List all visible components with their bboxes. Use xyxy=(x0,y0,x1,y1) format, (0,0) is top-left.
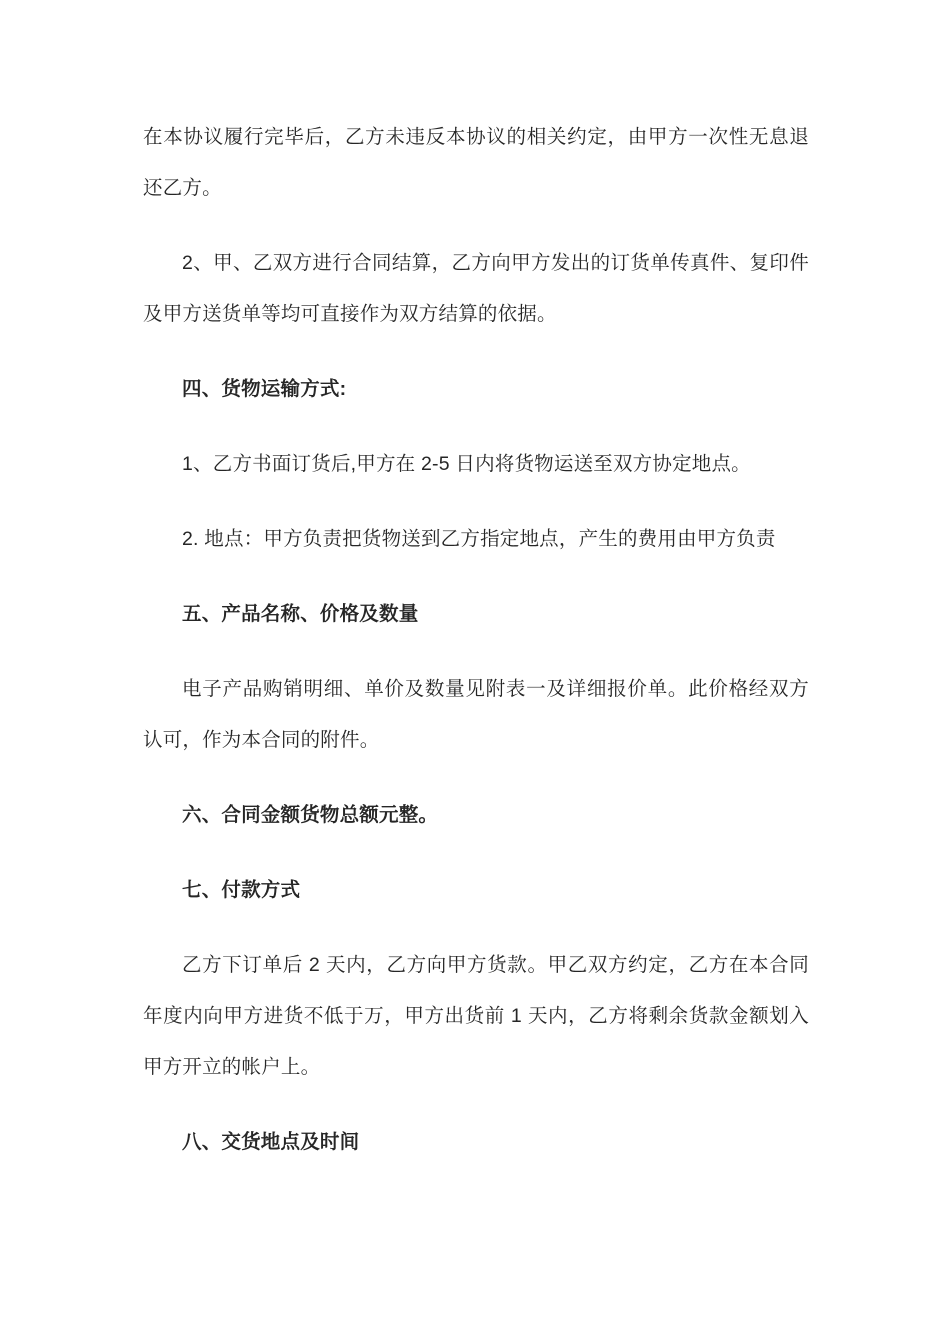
paragraph-transport-item-2: 2. 地点：甲方负责把货物送到乙方指定地点，产生的费用由甲方负责 xyxy=(182,528,776,550)
paragraph-payment-detail: 乙方下订单后 2 天内，乙方向甲方货款。甲乙双方约定，乙方在本合同年度内向甲方进货不低于万，甲方出货前 1 天内，乙方将剩余货款金额划入甲方开立的帐户上。 xyxy=(143,954,809,1078)
paragraph-settlement-basis: 2、甲、乙双方进行合同结算，乙方向甲方发出的订货单传真件、复印件及甲方送货单等均可直接作为双方结算的依据。 xyxy=(143,252,809,325)
section-heading-transport-method: 四、货物运输方式: xyxy=(182,378,347,400)
paragraph-transport-item-1: 1、乙方书面订货后,甲方在 2-5 日内将货物运送至双方协定地点。 xyxy=(182,453,751,475)
paragraph-deposit-refund: 在本协议履行完毕后，乙方未违反本协议的相关约定，由甲方一次性无息退还乙方。 xyxy=(143,126,809,199)
paragraph-product-detail: 电子产品购销明细、单价及数量见附表一及详细报价单。此价格经双方认可，作为本合同的附件。 xyxy=(143,678,809,751)
section-heading-payment-method: 七、付款方式 xyxy=(182,879,301,901)
section-heading-contract-amount: 六、合同金额货物总额元整。 xyxy=(182,804,439,826)
section-heading-product-price-quantity: 五、产品名称、价格及数量 xyxy=(182,603,419,625)
document-content xyxy=(143,112,809,1192)
section-heading-delivery-place-time: 八、交货地点及时间 xyxy=(182,1131,360,1153)
